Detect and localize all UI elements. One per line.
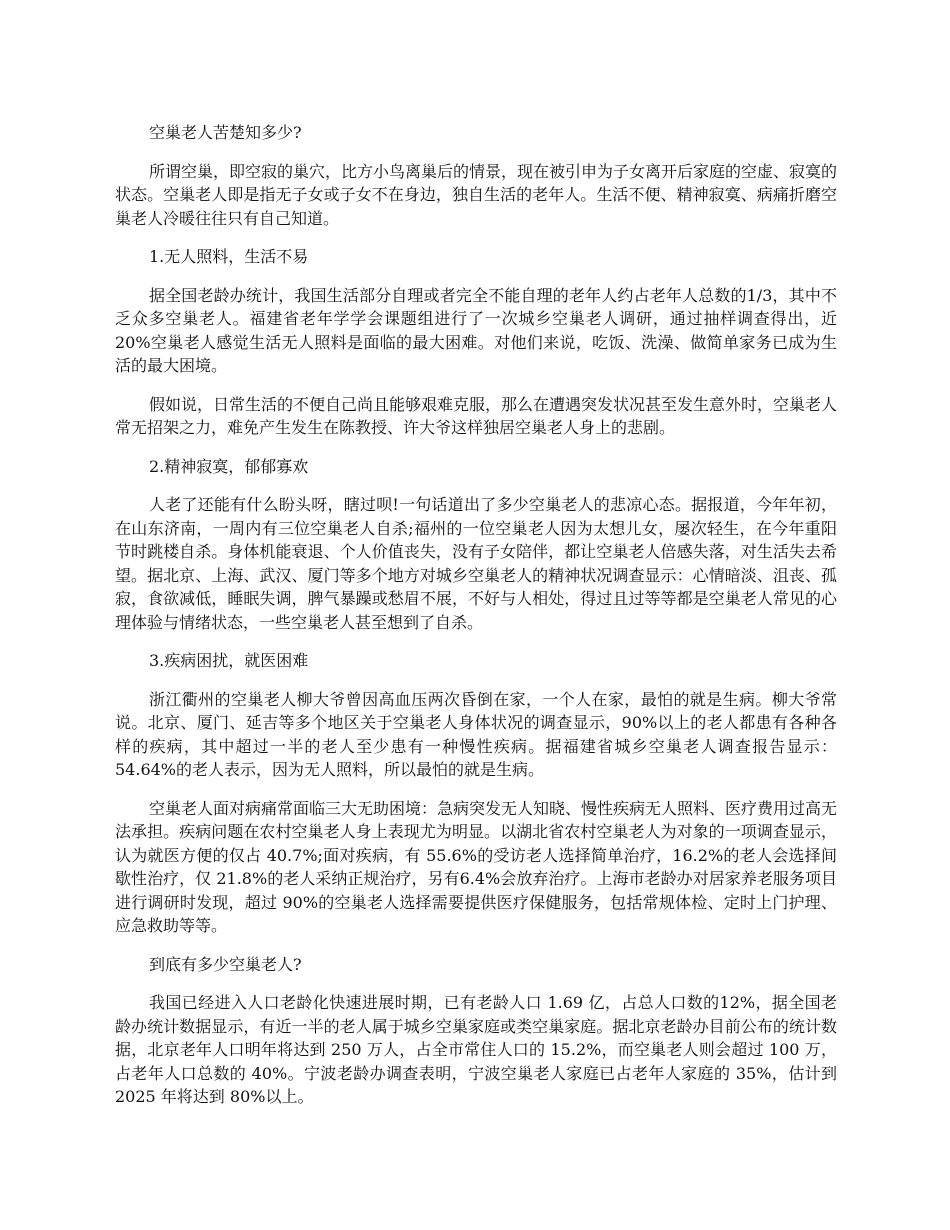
intro-paragraph: 所谓空巢，即空寂的巢穴，比方小鸟离巢后的情景，现在被引申为子女离开后家庭的空虚、寂寞的状态。空巢老人即是指无子女或子女不在身边，独自生活的老年人。生活不便、精神寂寞、病痛折磨空巢老人冷暖往往只有自己知道。 bbox=[115, 161, 838, 228]
section-1-paragraph-2: 假如说，日常生活的不便自己尚且能够艰难克服，那么在遭遇突发状况甚至发生意外时，空巢老人常无招架之力，难免产生发生在陈教授、许大爷这样独居空巢老人身上的悲剧。 bbox=[115, 394, 838, 437]
section-2-heading: 2.精神寂寞，郁郁寡欢 bbox=[149, 456, 309, 476]
section-3-heading: 3.疾病困扰，就医困难 bbox=[149, 651, 309, 670]
section-3-paragraph-1: 浙江衢州的空巢老人柳大爷曾因高血压两次昏倒在家，一个人在家，最怕的就是生病。柳大爷常说。北京、厦门、延吉等多个地区关于空巢老人身体状况的调查显示，90%以上的老人都患有各种各样的疾病，其中超过一半的老人至少患有一种慢性疾病。据福建省城乡空巢老人调查报告显示：54.64%的老人表示，因为无人照料，所以最怕的就是生病。 bbox=[115, 689, 837, 779]
section-1-heading: 1.无人照料，生活不易 bbox=[149, 247, 309, 266]
section-4-heading: 到底有多少空巢老人? bbox=[149, 954, 302, 974]
title-heading: 空巢老人苦楚知多少? bbox=[149, 123, 302, 142]
section-2-paragraph-1: 人老了还能有什么盼头呀，瞎过呗!一句话道出了多少空巢老人的悲凉心态。据报道，今年年初，在山东济南，一周内有三位空巢老人自杀;福州的一位空巢老人因为太想儿女，屡次轻生，在今年重阳节时跳楼自杀。身体机能衰退、个人价值丧失，没有子女陪伴，都让空巢老人倍感失落，对生活失去希望。据北京、上海、武汉、厦门等多个地方对城乡空巢老人的精神状况调查显示：心情暗淡、沮丧、孤寂，食欲减低，睡眠失调，脾气暴躁或愁眉不展，不好与人相处，得过且过等等都是空巢老人常见的心理体验与情绪状态，一些空巢老人甚至想到了自杀。 bbox=[115, 495, 837, 632]
document-page bbox=[115, 121, 837, 1124]
section-3-paragraph-2: 空巢老人面对病痛常面临三大无助困境：急病突发无人知晓、慢性疾病无人照料、医疗费用过高无法承担。疾病问题在农村空巢老人身上表现尤为明显。以湖北省农村空巢老人为对象的一项调查显示，认为就医方便的仅占 40.7%;面对疾病，有 55.6%的受访老人选择简单治疗，16.2%的老人会选择间歇性治疗，仅 21.8%的老人采纳正规治疗，另有6.4%会放弃治疗。上海市老龄办对居家养老服务项目进行调研时发现，超过 90%的空巢老人选择需要提供医疗保健服务，包括常规体检、定时上门护理、应急救助等等。 bbox=[115, 798, 838, 935]
section-1-paragraph-1: 据全国老龄办统计，我国生活部分自理或者完全不能自理的老年人约占老年人总数的1/3，其中不乏众多空巢老人。福建省老年学学会课题组进行了一次城乡空巢老人调研，通过抽样调查得出，近 20%空巢老人感觉生活无人照料是面临的最大困难。对他们来说，吃饭、洗澡、做简单家务已成为生活的最大困境。 bbox=[115, 285, 837, 375]
section-4-paragraph-1: 我国已经进入人口老龄化快速进展时期，已有老龄人口 1.69 亿，占总人口数的12%，据全国老龄办统计数据显示，有近一半的老人属于城乡空巢家庭或类空巢家庭。据北京老龄办目前公布的统计数据，北京老年人口明年将达到 250 万人，占全市常住人口的 15.2%，而空巢老人则会超过 100 万，占老年人口总数的 40%。宁波老龄办调查表明，宁波空巢老人家庭已占老年人家庭的 35%，估计到 2025 年将达到 80%以上。 bbox=[115, 993, 837, 1106]
